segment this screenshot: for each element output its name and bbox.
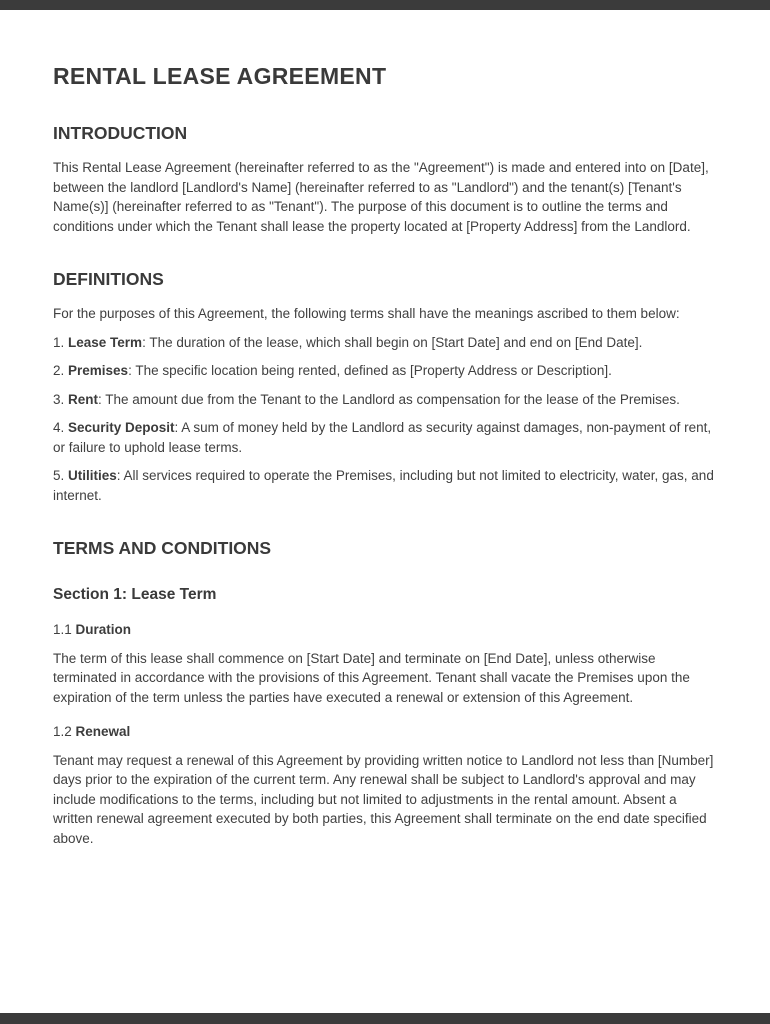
clause-term: Duration [75, 622, 132, 637]
top-page-edge [0, 0, 770, 10]
clause-heading-duration [53, 620, 717, 640]
definition-number: 2. [53, 363, 69, 378]
introduction-paragraph: This Rental Lease Agreement (hereinafter referred to as the "Agreement") is made and entered into on [Date], between the landlord [Landlord's Name] (hereinafter referred to as "Landlord") and the tenant(s) [Tenant's Name(s)] (hereinafter referred to as "Tenant"). The purpose of this document is to outline the terms and conditions under which the Tenant shall lease the property located at [Property Address] from the Landlord. [53, 160, 709, 234]
definition-text: : A sum of money held by the Landlord as security against damages, non-payment of rent, or failure to uphold lease terms. [53, 420, 712, 455]
definition-item [53, 361, 717, 381]
definition-text: : The duration of the lease, which shall begin on [Start Date] and end on [End Date]. [142, 334, 643, 350]
definition-number: 1. [53, 334, 69, 350]
heading-terms-and-conditions: TERMS AND CONDITIONS [53, 538, 272, 558]
definition-number: 5. [53, 468, 69, 483]
definition-number: 3. [53, 391, 69, 407]
definition-item [53, 390, 717, 410]
definition-item [53, 418, 717, 457]
definition-text: : The specific location being rented, defined as [Property Address or Description]. [128, 363, 612, 378]
bottom-page-edge [0, 1013, 770, 1024]
document-title: RENTAL LEASE AGREEMENT [53, 63, 387, 89]
heading-section-1-lease-term: Section 1: Lease Term [53, 586, 217, 603]
clause-paragraph-duration: The term of this lease shall commence on [Start Date] and terminate on [End Date], unless otherwise terminated in accordance with the provisions of this Agreement. Tenant shall vacate the Premises upon the expiration of the term unless the parties have executed a renewal or extension of this Agreement. [53, 650, 690, 705]
definition-term: Utilities [68, 468, 117, 483]
definition-number: 4. [53, 420, 69, 435]
definition-text: : All services required to operate the Premises, including but not limited to electricity, water, gas, and internet. [53, 468, 714, 503]
heading-introduction: INTRODUCTION [53, 123, 188, 143]
clause-heading-renewal [53, 722, 717, 742]
clause-paragraph-renewal: Tenant may request a renewal of this Agreement by providing written notice to Landlord not less than [Number] days prior to the expiration of the current term. Any renewal shall be subject to Landlord's approval and may include modifications to the terms, including but not limited to adjustments in the rental amount. Absent a written renewal agreement executed by both parties, this Agreement shall terminate on the end date specified above. [53, 752, 714, 846]
definition-term: Rent [68, 391, 99, 407]
definition-term: Lease Term [68, 334, 143, 350]
definition-text: : The amount due from the Tenant to the Landlord as compensation for the lease of the Premises. [98, 391, 680, 407]
clause-term: Renewal [75, 724, 131, 739]
definition-term: Premises [68, 363, 129, 378]
heading-definitions: DEFINITIONS [53, 269, 164, 289]
definition-item [53, 333, 717, 353]
definitions-intro-paragraph: For the purposes of this Agreement, the following terms shall have the meanings ascribed to them below: [53, 306, 680, 321]
definition-term: Security Deposit [68, 420, 175, 435]
clause-number: 1.2 [53, 724, 76, 739]
definition-item [53, 466, 717, 505]
clause-number: 1.1 [53, 622, 76, 637]
